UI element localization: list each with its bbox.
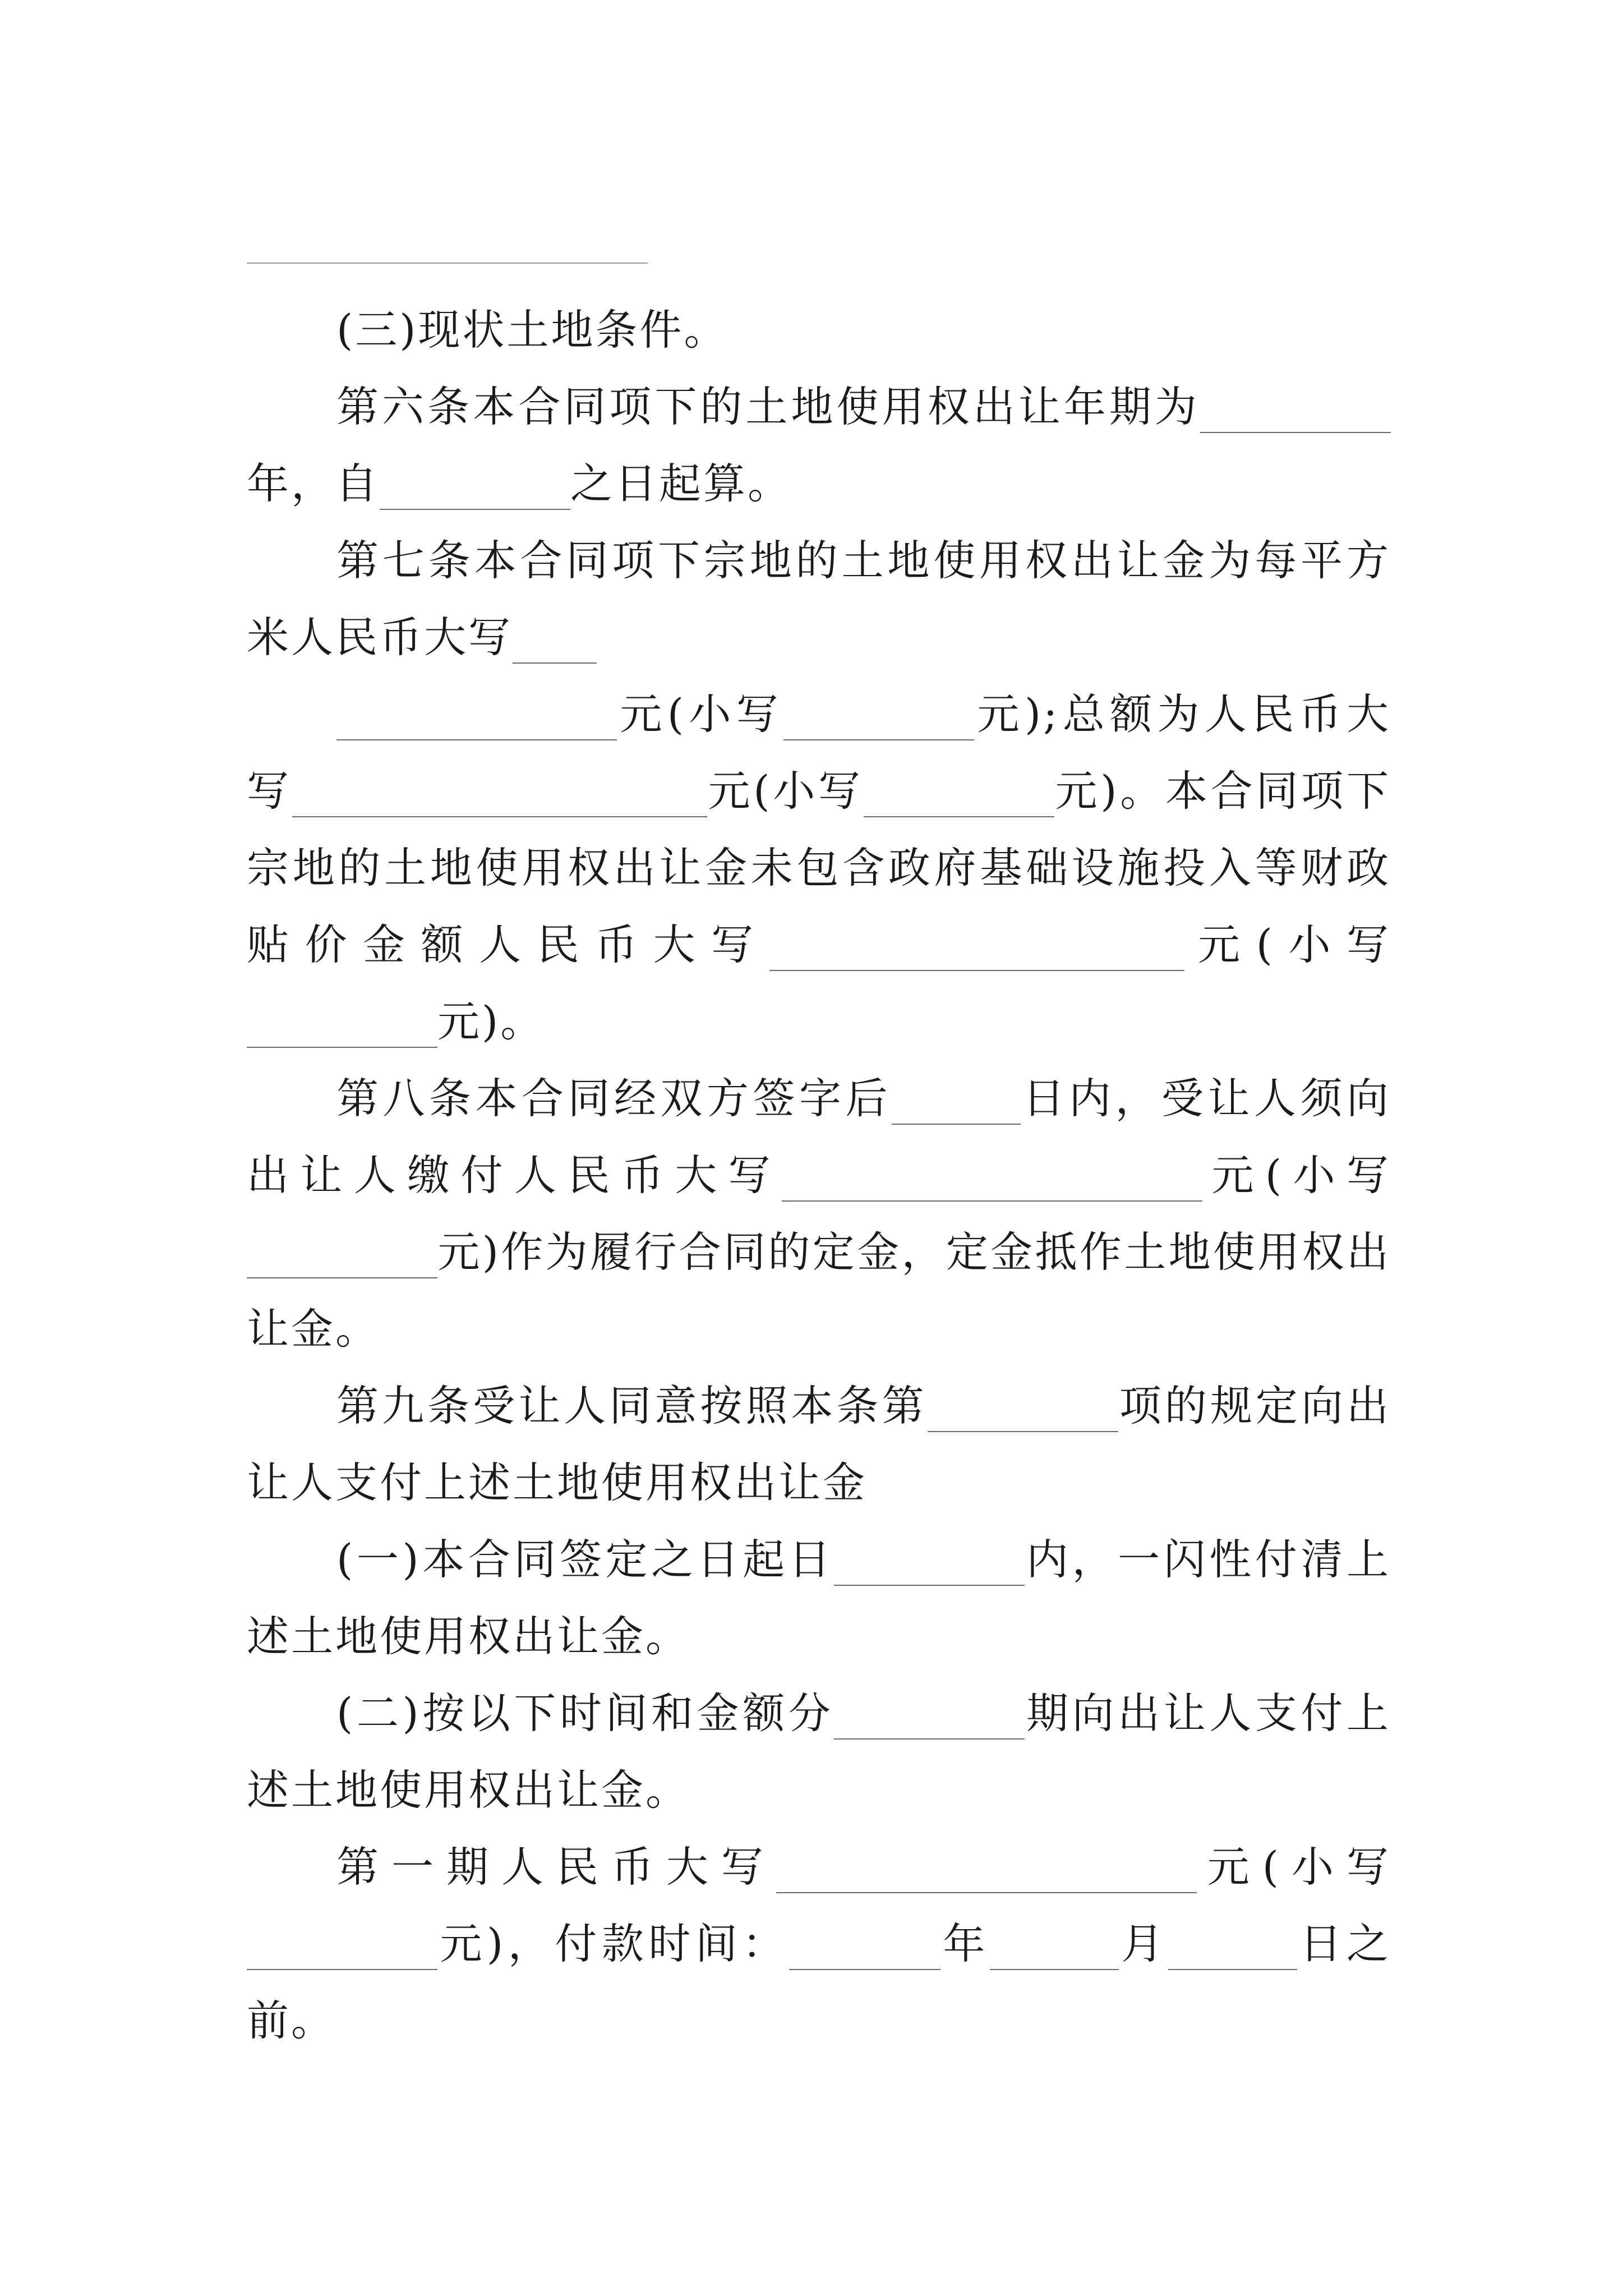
clause-text: 元)。 (437, 997, 545, 1046)
clause-item-3 (247, 292, 1391, 369)
fill-in-blank[interactable] (247, 1924, 437, 1970)
clause-text: (一)本合同签定之日起日 (336, 1535, 834, 1584)
clause-text: 第六条本合同项下的土地使用权出让年期为 (336, 382, 1200, 431)
fill-in-blank[interactable] (336, 694, 617, 740)
fill-in-blank[interactable] (247, 1002, 437, 1048)
clause-text: (二)按以下时间和金额分 (336, 1688, 834, 1738)
clause-text: 年 (940, 1919, 990, 1968)
contract-body (247, 292, 1391, 2059)
clause-text: 期向出让人支付上述土地使用权出让金。 (247, 1688, 1391, 1815)
clause-text: 日之前。 (247, 1919, 1391, 2045)
clause-text: 元);总额为人民币大写 (247, 689, 1391, 816)
fill-in-blank[interactable] (789, 1924, 940, 1970)
clause-text: 月 (1118, 1919, 1168, 1968)
clause-text: 之日起算。 (570, 459, 792, 508)
fill-in-blank[interactable] (834, 1694, 1025, 1740)
fill-in-blank[interactable] (513, 618, 597, 664)
clause-text: 元(小写 (617, 689, 784, 739)
article-9 (247, 1368, 1391, 1521)
clause-text: 元)，付款时间： (437, 1919, 789, 1968)
clause-text: 第七条本合同项下宗地的土地使用权出让金为每平方米人民币大写 (247, 536, 1391, 662)
article-8 (247, 1060, 1391, 1368)
fill-in-blank[interactable] (990, 1924, 1119, 1970)
payment-option-2 (247, 1675, 1391, 1829)
fill-in-blank[interactable] (783, 694, 974, 740)
article-7 (247, 522, 1391, 1060)
payment-option-1 (247, 1521, 1391, 1675)
payment-phase-1 (247, 1829, 1391, 2059)
fill-in-blank[interactable] (380, 464, 570, 510)
fill-in-blank[interactable] (834, 1540, 1025, 1586)
clause-text: 元(小写 (707, 766, 864, 816)
clause-text: 元)。本合同项下宗地的土地使用权出让金未包含政府基础设施投入等财政贴价金额人民币大写 (247, 766, 1391, 969)
clause-text: 第八条本合同经双方签字后 (336, 1074, 892, 1123)
fill-in-blank[interactable] (776, 1847, 1197, 1893)
fill-in-blank[interactable] (292, 771, 707, 817)
header-rule (247, 263, 648, 264)
fill-in-blank[interactable] (1168, 1924, 1297, 1970)
clause-text: 日内，受让人须向出让人缴付人民币大写 (247, 1074, 1391, 1200)
clause-text: 第九条受让人同意按照本条第 (336, 1381, 928, 1430)
clause-text: 元(小写 (1184, 920, 1391, 969)
fill-in-blank[interactable] (247, 1232, 437, 1278)
clause-text: 元(小写 (1196, 1842, 1391, 1892)
clause-text: 内，一闪性付清上述土地使用权出让金。 (247, 1535, 1391, 1661)
fill-in-blank[interactable] (1200, 387, 1391, 433)
fill-in-blank[interactable] (864, 771, 1054, 817)
fill-in-blank[interactable] (892, 1079, 1021, 1125)
clause-text: 元(小写 (1202, 1151, 1391, 1200)
clause-text: 第一期人民币大写 (336, 1842, 776, 1892)
article-6 (247, 369, 1391, 522)
clause-text: 元)作为履行合同的定金，定金抵作土地使用权出让金。 (247, 1227, 1391, 1354)
clause-text: 项的规定向出让人支付上述土地使用权出让金 (247, 1381, 1391, 1507)
clause-text: 年，自 (247, 459, 380, 508)
contract-page (247, 0, 1391, 2296)
fill-in-blank[interactable] (928, 1386, 1118, 1432)
clause-text: (三)现状土地条件。 (336, 305, 728, 355)
fill-in-blank[interactable] (769, 925, 1184, 971)
fill-in-blank[interactable] (782, 1156, 1202, 1202)
